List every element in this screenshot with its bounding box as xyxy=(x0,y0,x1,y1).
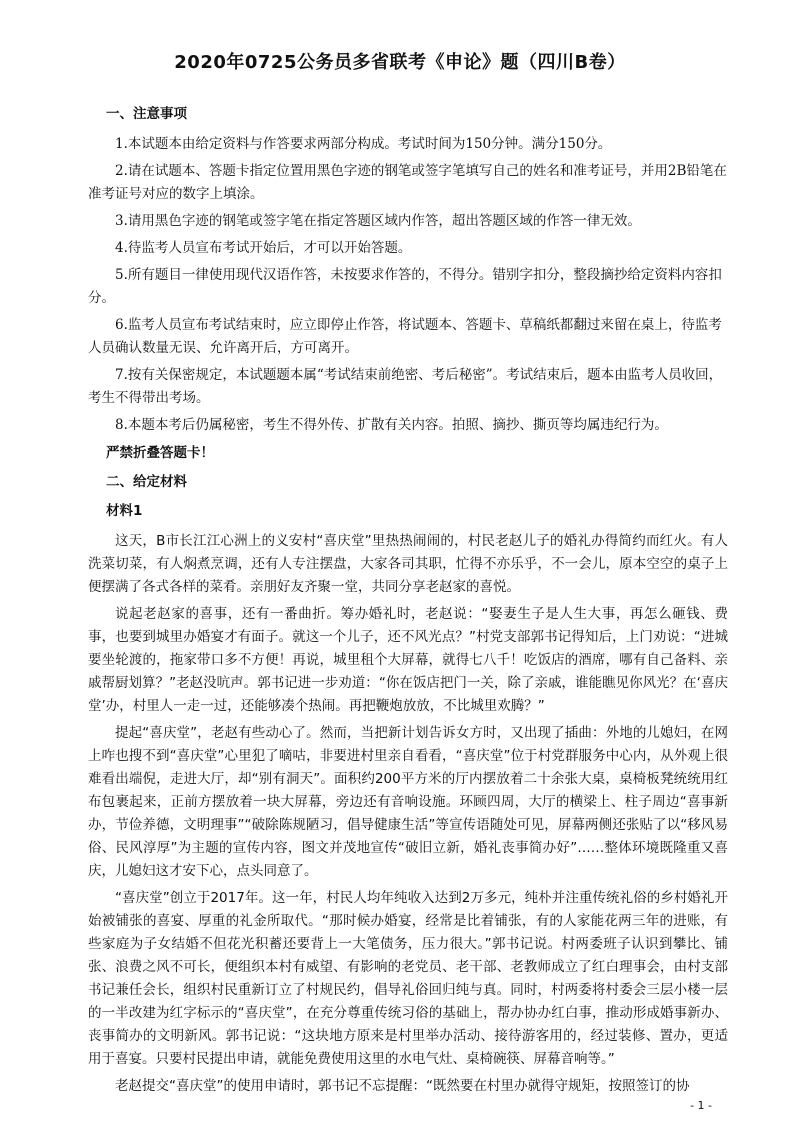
notice-item: 5.所有题目一律使用现代汉语作答，未按要求作答的，不得分。错别字扣分，整段摘抄给定资料内容扣分。 xyxy=(88,267,722,306)
notice-item: 3.请用黑色字迹的钢笔或签字笔在指定答题区域内作答，超出答题区域的作答一律无效。 xyxy=(115,213,641,229)
material-text xyxy=(88,530,728,1098)
notice-item: 8.本题本考后仍属秘密，考生不得外传、扩散有关内容。拍照、摘抄、撕页等均属违纪行为。 xyxy=(115,417,668,433)
material-paragraph: 提起“喜庆堂”，老赵有些动心了。然而，当把新计划告诉女方时，又出现了插曲：外地的儿媳妇，在网上咋也搜不到“喜庆堂”心里犯了嘀咕，非要进村里亲自看看，“喜庆堂”位于村党群服务中心内，从外观上很难看出端倪，走进大厅，却“别有洞天”。面积约200平方米的厅内摆放着二十余张大桌，桌椅板凳统统用红布包裹起来，正前方摆放着一块大屏幕，旁边还有音响设施。环顾四周，大厅的横梁上、柱子周边“喜事新办，节俭养德，文明理事”“破除陈规陋习，倡导健康生活”等宣传语随处可见，屏幕两侧还张贴了以“移风易俗、民风淳厚”为主题的宣传内容，图文并茂地宣传“破旧立新，婚礼丧事简办好”……整体环境既隆重又喜庆，儿媳妇这才安下心，点头同意了。 xyxy=(88,725,728,879)
page-number: - 1 - xyxy=(690,1099,712,1112)
material-paragraph: 这天，B市长江江心洲上的义安村“喜庆堂”里热热闹闹的，村民老赵儿子的婚礼办得简约而红火。有人洗菜切菜，有人焖煮烹调，还有人专注摆盘，大家各司其职，忙得不亦乐乎，不一会儿，原本空空的桌子上便摆满了各式各样的菜肴。亲朋好友齐聚一堂，共同分享老赵家的喜悦。 xyxy=(88,533,728,595)
warning-text: 严禁折叠答题卡！ xyxy=(106,445,214,461)
notice-item: 2.请在试题本、答题卡指定位置用黑色字迹的钢笔或签字笔填写自己的姓名和准考证号，并用2B铅笔在准考证号对应的数字上填涂。 xyxy=(88,163,727,202)
document-body xyxy=(88,104,728,1102)
notice-item: 7.按有关保密规定，本试题题本属“考试结束前绝密、考后秘密”。考试结束后，题本由监考人员收回，考生不得带出考场。 xyxy=(88,367,723,406)
notice-item: 1.本试题本由给定资料与作答要求两部分构成。考试时间为150分钟。满分150分。 xyxy=(115,136,612,152)
notice-item: 6.监考人员宣布考试结束时，应立即停止作答，将试题本、答题卡、草稿纸都翻过来留在桌上，待监考人员确认数量无误、允许离开后，方可离开。 xyxy=(88,317,722,356)
material-paragraph: “喜庆堂”创立于2017年。这一年，村民人均年纯收入达到2万多元，纯朴并注重传统礼俗的乡村婚礼开始被铺张的喜宴、厚重的礼金所取代。“那时候办婚宴，经常是比着铺张，有的人家能花两三年的进账，有些家庭为子女结婚不但花光积蓄还要背上一大笔债务，压力很大。”郭书记说。村两委班子认识到攀比、铺张、浪费之风不可长，便组织本村有威望、有影响的老党员、老干部、老教师成立了红白理事会，由村支部书记兼任会长，组织村民重新订立了村规民约，倡导礼俗回归纯与真。同时，村两委将村委会三层小楼一层的一半改建为红字标示的“喜庆堂”，在充分尊重传统习俗的基础上，帮办协办红白事，推动形成婚事新办、丧事简办的文明新风。郭书记说：“这块地方原来是村里举办活动、接待游客用的，经过装修、置办，更适用于喜宴。只要村民提出申请，就能免费使用这里的水电气灶、桌椅碗筷、屏幕音响等。” xyxy=(88,890,728,1067)
material-paragraph: 说起老赵家的喜事，还有一番曲折。筹办婚礼时，老赵说：“娶妻生子是人生大事，再怎么砸钱、费事，也要到城里办婚宴才有面子。就这一个儿子，还不风光点？”村党支部郭书记得知后，上门劝说：“进城要坐轮渡的，拖家带口多不方便！再说，城里租个大屏幕，就得七八千！吃饭店的酒席，哪有自己备料、亲戚帮厨划算？”老赵没吭声。郭书记进一步劝道：“你在饭店把门一关，除了亲戚，谁能瞧见你风光？在‘喜庆堂’办，村里人一走一过，还能够凑个热闹。再把鞭炮放放，不比城里欢腾？” xyxy=(88,606,728,714)
section-heading-notices: 一、注意事项 xyxy=(106,106,187,122)
section-heading-materials: 二、给定材料 xyxy=(106,474,187,490)
document-title: 2020年0725公务员多省联考《申论》题（四川B卷） xyxy=(174,52,626,73)
material-heading: 材料1 xyxy=(106,503,143,519)
notice-list xyxy=(88,133,728,437)
material-paragraph: 老赵提交“喜庆堂”的使用申请时，郭书记不忘提醒：“既然要在村里办就得守规矩，按照签订的协 xyxy=(115,1078,690,1094)
notice-item: 4.待监考人员宣布考试开始后，才可以开始答题。 xyxy=(115,240,412,256)
